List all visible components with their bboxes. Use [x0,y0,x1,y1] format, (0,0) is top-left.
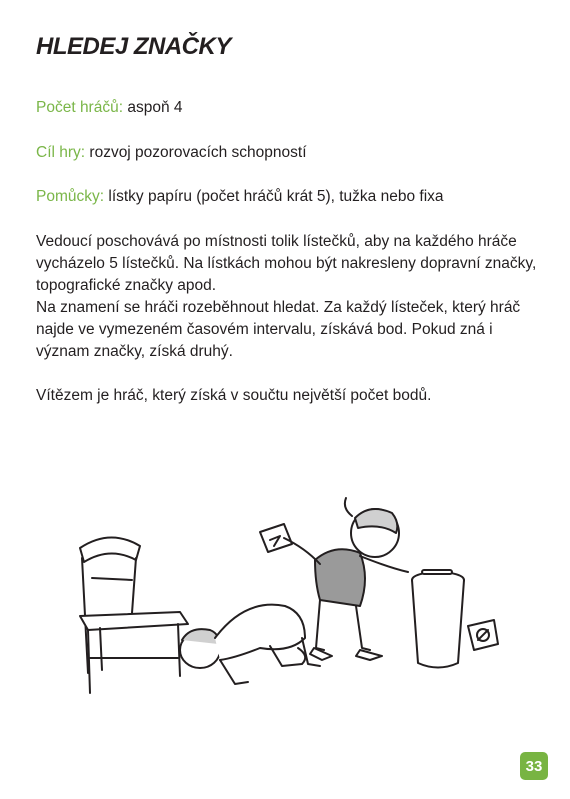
players-value: aspoň 4 [127,99,183,116]
trash-bin-icon [412,570,464,668]
tools-value: lístky papíru (počet hráčů krát 5), tužka nebo fixa [108,188,444,205]
tools-label: Pomůcky: [36,188,105,205]
rules-paragraph-3: Vítězem je hráč, který získá v součtu největší počet bodů. [36,387,432,404]
players-line [36,98,183,118]
goal-label: Cíl hry: [36,144,86,161]
rules-paragraph-2: Na znamení se hráči rozeběhnout hledat. Za každý lísteček, který hráč najde ve vymezeném časovém intervalu, získává bod. Pokud zná i význam značky, získá druhý. [36,299,521,360]
boy-crawling-icon [180,605,320,684]
chair-icon [80,537,188,693]
children-searching-illustration [70,488,500,700]
goal-value: rozvoj pozorovacích schopností [89,144,307,161]
page-title: HLEDEJ ZNAČKY [36,33,231,60]
winner-text [36,385,541,407]
page-number-badge: 33 [520,752,548,780]
tools-line [36,187,444,207]
rules-paragraph-1: Vedoucí poschovává po místnosti tolik lístečků, aby na každého hráče vycházelo 5 lístečků. Na lístkách mohou být nakresleny dopravní značky, topografické značky apod. [36,233,537,294]
players-label: Počet hráčů: [36,99,124,116]
paper-sign-icon [468,620,498,650]
rules-text [36,231,541,363]
goal-line [36,143,307,163]
